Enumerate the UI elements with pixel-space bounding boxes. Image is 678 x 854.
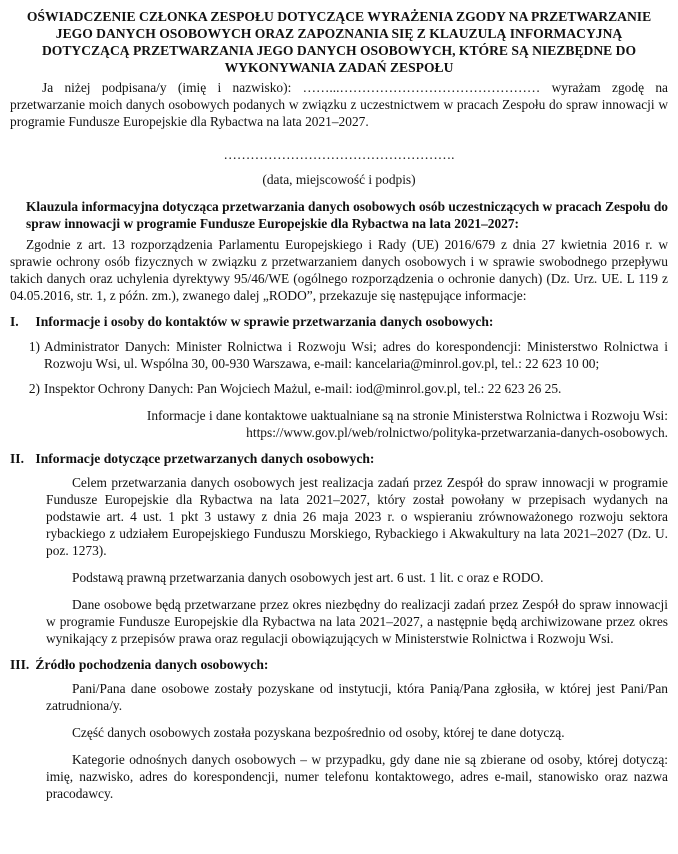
section-paragraph: Dane osobowe będą przetwarzane przez okres niezbędny do realizacji zadań przez Zespół do spraw innowacji w programie Fundusze Europejskie dla Rybactwa na lata 2021–2027, a następnie będą archiwizowane przez okres wynikający z przepisów prawa oraz regulacji obowiązujących w Ministerstwie Rolnictwa i Rozwoju Wsi. bbox=[46, 597, 668, 646]
contact-info-note: Informacje i dane kontaktowe uaktualniane są na stronie Ministerstwa Rolnictwa i Rozwoju Wsi: https://www.gov.pl/web/rolnictwo/polityka-przetwarzania-danych-osobowych. bbox=[146, 408, 668, 440]
list-item-number: 1) bbox=[28, 339, 40, 354]
section-paragraph: Pani/Pana dane osobowe zostały pozyskane od instytucji, która Panią/Pana zgłosiła, w której jest Pani/Pan zatrudniona/y. bbox=[46, 681, 668, 713]
signature-line: ……………………………………………. bbox=[223, 147, 455, 162]
section-number: II. bbox=[10, 451, 24, 466]
list-item-text: Inspektor Ochrony Danych: Pan Wojciech Mażul, e-mail: iod@minrol.gov.pl, tel.: 22 623 26 25. bbox=[44, 381, 562, 396]
list-item-number: 2) bbox=[28, 381, 40, 396]
section-title: Informacje dotyczące przetwarzanych danych osobowych: bbox=[35, 451, 375, 466]
list-item bbox=[10, 338, 668, 372]
document-title: OŚWIADCZENIE CZŁONKA ZESPOŁU DOTYCZĄCE WYRAŻENIA ZGODY NA PRZETWARZANIE JEGO DANYCH OSOBOWYCH ORAZ ZAPOZNANIA SIĘ Z KLAUZULĄ INFORMACYJNĄ DOTYCZĄCĄ PRZETWARZANIA JEGO DANYCH OSOBOWYCH, KTÓRE SĄ NIEZBĘDNE DO WYKONYWANIA ZADAŃ ZESPOŁU bbox=[26, 9, 652, 75]
section-heading bbox=[10, 656, 668, 673]
list-item bbox=[10, 380, 668, 397]
section-title: Informacje i osoby do kontaktów w sprawie przetwarzania danych osobowych: bbox=[35, 314, 494, 329]
signature-caption: (data, miejscowość i podpis) bbox=[262, 172, 416, 187]
section-heading bbox=[10, 450, 668, 467]
section-paragraph: Kategorie odnośnych danych osobowych – w przypadku, gdy dane nie są zbierane od osoby, której dotyczą: imię, nazwisko, adres do korespondencji, numer telefonu kontaktowego, adres e-mail, stanowisko oraz nazwa pracodawcy. bbox=[46, 752, 668, 801]
section-heading bbox=[10, 313, 668, 330]
legal-basis-paragraph: Zgodnie z art. 13 rozporządzenia Parlamentu Europejskiego i Rady (UE) 2016/679 z dnia 27 kwietnia 2016 r. w sprawie ochrony osób fizycznych w związku z przetwarzaniem danych osobowych i w sprawie swobodnego przepływu takich danych oraz uchylenia dyrektywy 95/46/WE (ogólnego rozporządzenia o ochronie danych) (Dz. Urz. UE. L 119 z 04.05.2016, str. 1, z późn. zm.), zwanego dalej „RODO”, przekazuje się następujące informacje: bbox=[10, 237, 668, 303]
consent-statement: Ja niżej podpisana/y (imię i nazwisko): ……...……………………………………… wyrażam zgodę na przetwarzanie moich danych osobowych podanych w związku z uczestnictwem w pracach Zespołu do spraw innowacji w programie Fundusze Europejskie dla Rybactwa na lata 2021–2027. bbox=[10, 80, 668, 129]
section-paragraph: Celem przetwarzania danych osobowych jest realizacja zadań przez Zespół do spraw innowacji w programie Fundusze Europejskie dla Rybactwa na lata 2021–2027, który został powołany w przepisach wydanych na podstawie art. 4 ust. 1 pkt 3 ustawy z dnia 26 maja 2023 r. o wspieraniu zrównoważonego rozwoju sektora rybackiego z udziałem Europejskiego Funduszu Morskiego, Rybackiego i Akwakultury na lata 2021–2027 (Dz. U. poz. 1273). bbox=[46, 475, 668, 558]
section-number: III. bbox=[10, 657, 30, 672]
section-paragraph: Podstawą prawną przetwarzania danych osobowych jest art. 6 ust. 1 lit. c oraz e RODO. bbox=[72, 570, 544, 585]
section-title: Źródło pochodzenia danych osobowych: bbox=[35, 657, 269, 672]
list-item-text: Administrator Danych: Minister Rolnictwa i Rozwoju Wsi; adres do korespondencji: Ministerstwo Rolnictwa i Rozwoju Wsi, ul. Wspólna 30, 00-930 Warszawa, e-mail: kancelaria@minrol.gov.pl, tel.: 22 623 10 00; bbox=[44, 339, 668, 371]
clause-heading: Klauzula informacyjna dotycząca przetwarzania danych osobowych osób uczestniczących w pracach Zespołu do spraw innowacji w programie Fundusze Europejskie dla Rybactwa na lata 2021–2027: bbox=[26, 199, 668, 231]
section-paragraph: Część danych osobowych została pozyskana bezpośrednio od osoby, której te dane dotyczą. bbox=[72, 725, 565, 740]
section-number: I. bbox=[10, 314, 19, 329]
